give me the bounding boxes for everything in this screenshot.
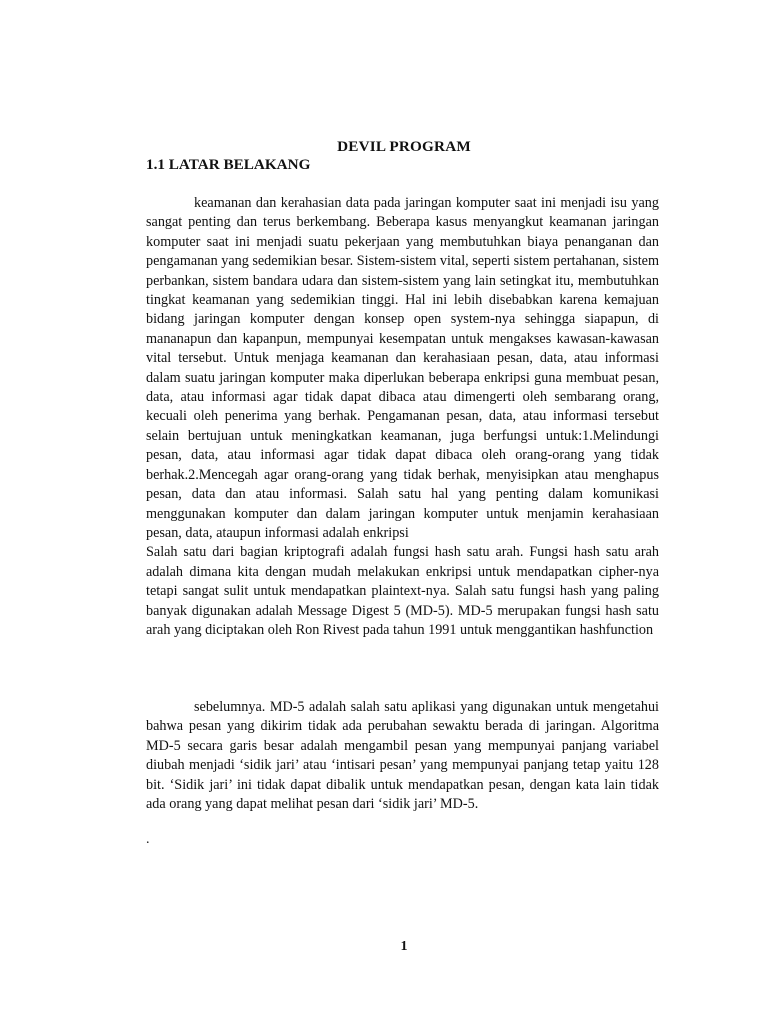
page-number: 1 — [400, 939, 408, 954]
paragraph-3: sebelumnya. MD-5 adalah salah satu aplikasi yang digunakan untuk mengetahui bahwa pesan yang dikirim tidak ada perubahan sewaktu berada di jaringan. Algoritma MD-5 secara garis besar adalah mengambil pesan yang mempunyai panjang variabel diubah menjadi ‘sidik jari’ atau ‘intisari pesan’ yang mempunyai panjang tetap yaitu 128 bit. ‘Sidik jari’ ini tidak dapat dibalik untuk mendapatkan pesan, dengan kata lain tidak ada orang yang dapat melihat pesan dari ‘sidik jari’ MD-5. — [146, 699, 659, 813]
body-text-block-2 — [146, 698, 659, 814]
trailing-mark: . — [146, 832, 150, 847]
body-text-block-1 — [146, 194, 659, 640]
paragraph-2: Salah satu dari bagian kriptografi adalah fungsi hash satu arah. Fungsi hash satu arah adalah dimana kita dengan mudah melakukan enkripsi untuk mendapatkan cipher-nya tetapi sangat sulit untuk mendapatkan plaintext-nya. Salah satu fungsi hash yang paling banyak digunakan adalah Message Digest 5 (MD-5). MD-5 merupakan fungsi hash satu arah yang diciptakan oleh Ron Rivest pada tahun 1991 untuk menggantikan hashfunction — [146, 544, 659, 638]
document-title: DEVIL PROGRAM — [337, 138, 471, 155]
section-heading: 1.1 LATAR BELAKANG — [146, 156, 311, 173]
paragraph-1: keamanan dan kerahasian data pada jaringan komputer saat ini menjadi isu yang sangat penting dan terus berkembang. Beberapa kasus menyangkut keamanan jaringan komputer saat ini menjadi suatu pekerjaan yang membutuhkan biaya penanganan dan pengamanan yang sedemikian besar. Sistem-sistem vital, seperti sistem pertahanan, sistem perbankan, sistem bandara udara dan sistem-sistem yang lain setingkat itu, membutuhkan tingkat keamanan yang sedemikian tinggi. Hal ini lebih disebabkan karena kemajuan bidang jaringan komputer dengan konsep open system-nya sehingga siapapun, di mananapun dan kapanpun, mempunyai kesempatan untuk mengakses kawasan-kawasan vital tersebut. Untuk menjaga keamanan dan kerahasiaan pesan, data, atau informasi dalam suatu jaringan komputer maka diperlukan beberapa enkripsi guna membuat pesan, data, atau informasi agar tidak dapat dibaca atau dimengerti oleh sembarang orang, kecuali oleh penerima yang berhak. Pengamanan pesan, data, atau informasi tersebut selain bertujuan untuk meningkatkan keamanan, juga berfungsi untuk:1.Melindungi pesan, data, atau informasi agar tidak dapat dibaca oleh orang-orang yang tidak berhak.2.Mencegah agar orang-orang yang tidak berhak, menyisipkan atau menghapus pesan, data dan atau informasi. Salah satu hal yang penting dalam komunikasi menggunakan komputer dan dalam jaringan komputer untuk menjamin kerahasiaan pesan, data, ataupun informasi adalah enkripsi — [146, 195, 659, 541]
